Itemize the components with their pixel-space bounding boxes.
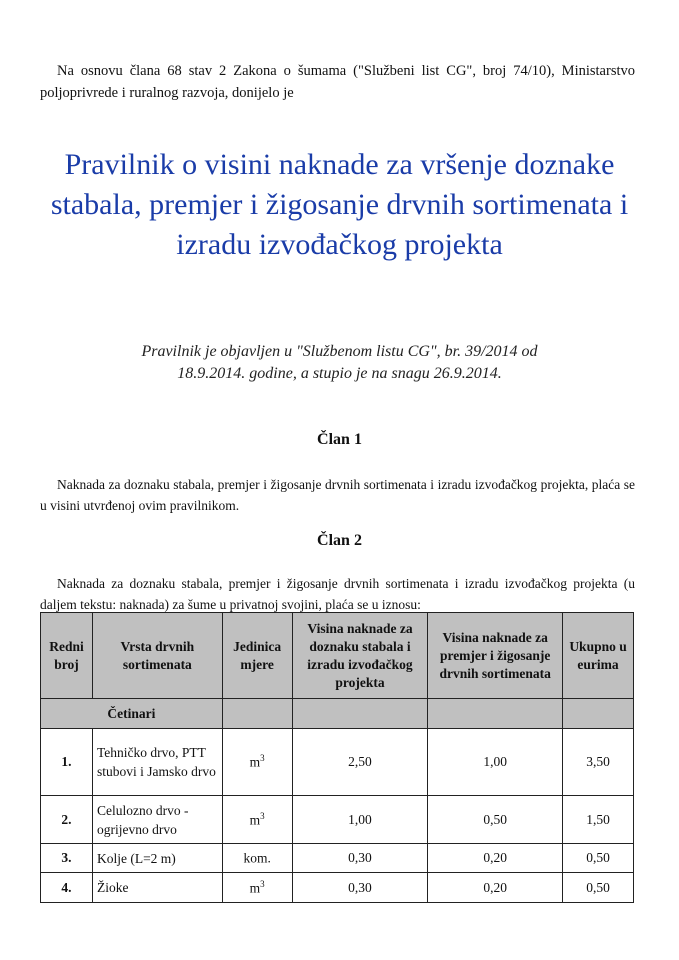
article-1-text (40, 474, 635, 516)
row-unit (222, 873, 292, 903)
header-fee-measuring: Visina naknade za premjer i žigosanje drvnih sortimenata (428, 613, 563, 699)
row-unit (222, 796, 292, 844)
article-1-heading: Član 1 (317, 431, 362, 448)
header-total: Ukupno u eurima (563, 613, 634, 699)
table-row (41, 796, 634, 844)
row-total: 0,50 (563, 844, 634, 873)
row-fee-measuring: 0,50 (428, 796, 563, 844)
publication-line-2: 18.9.2014. godine, a stupio je na snagu 26.9.2014. (177, 365, 502, 382)
document-title (0, 145, 679, 265)
group-empty (428, 699, 563, 729)
unit-text: m (249, 754, 261, 770)
article-2-body: Naknada za doznaku stabala, premjer i žigosanje drvnih sortimenata i izradu izvođačkog projekta (u daljem tekstu: naknada) za šume u privatnoj svojini, plaća se u iznosu: (40, 576, 635, 612)
group-label: Četinari (41, 699, 223, 729)
unit-text: m (249, 880, 261, 896)
row-fee-marking: 2,50 (292, 729, 428, 796)
row-fee-measuring: 0,20 (428, 844, 563, 873)
row-type: Tehničko drvo, PTT stubovi i Jamsko drvo (92, 729, 222, 796)
title-line-3: izradu izvođačkog projekta (176, 228, 503, 261)
group-empty (222, 699, 292, 729)
header-no: Redni broj (41, 613, 93, 699)
group-empty (563, 699, 634, 729)
row-unit (222, 844, 292, 873)
row-fee-measuring: 0,20 (428, 873, 563, 903)
fee-table (40, 612, 634, 903)
header-type: Vrsta drvnih sortimenata (92, 613, 222, 699)
table-row (41, 873, 634, 903)
unit-sup: 3 (260, 878, 265, 889)
header-fee-marking: Visina naknade za doznaku stabala i izradu izvođačkog projekta (292, 613, 428, 699)
row-type: Žioke (92, 873, 222, 903)
row-fee-measuring: 1,00 (428, 729, 563, 796)
group-empty (292, 699, 428, 729)
table-row (41, 844, 634, 873)
row-no: 2. (41, 796, 93, 844)
article-2-text (40, 573, 635, 615)
publication-note (0, 341, 679, 385)
row-type: Kolje (L=2 m) (92, 844, 222, 873)
header-unit: Jedinica mjere (222, 613, 292, 699)
unit-text: m (249, 812, 261, 828)
row-fee-marking: 1,00 (292, 796, 428, 844)
intro-text: Na osnovu člana 68 stav 2 Zakona o šumama ("Službeni list CG", broj 74/10), Ministarstvo poljoprivrede i ruralnog razvoja, donijelo je (40, 63, 635, 101)
row-total: 0,50 (563, 873, 634, 903)
row-type: Celulozno drvo - ogrijevno drvo (92, 796, 222, 844)
row-fee-marking: 0,30 (292, 873, 428, 903)
row-no: 4. (41, 873, 93, 903)
table-row (41, 729, 634, 796)
title-line-2: stabala, premjer i žigosanje drvnih sortimenata i (50, 188, 629, 221)
article-2-heading: Član 2 (317, 532, 362, 549)
unit-sup: 3 (260, 753, 265, 764)
row-no: 1. (41, 729, 93, 796)
table-header-row (41, 613, 634, 699)
unit-text: kom. (243, 850, 271, 866)
row-total: 3,50 (563, 729, 634, 796)
row-unit (222, 729, 292, 796)
article-1-body: Naknada za doznaku stabala, premjer i žigosanje drvnih sortimenata i izradu izvođačkog projekta, plaća se u visini utvrđenoj ovim pravilnikom. (40, 477, 635, 513)
unit-sup: 3 (260, 810, 265, 821)
row-fee-marking: 0,30 (292, 844, 428, 873)
group-row (41, 699, 634, 729)
title-line-1: Pravilnik o visini naknade za vršenje doznake (64, 148, 615, 181)
row-total: 1,50 (563, 796, 634, 844)
row-no: 3. (41, 844, 93, 873)
intro-paragraph (40, 60, 635, 104)
publication-line-1: Pravilnik je objavljen u "Službenom listu CG", br. 39/2014 od (141, 343, 538, 360)
